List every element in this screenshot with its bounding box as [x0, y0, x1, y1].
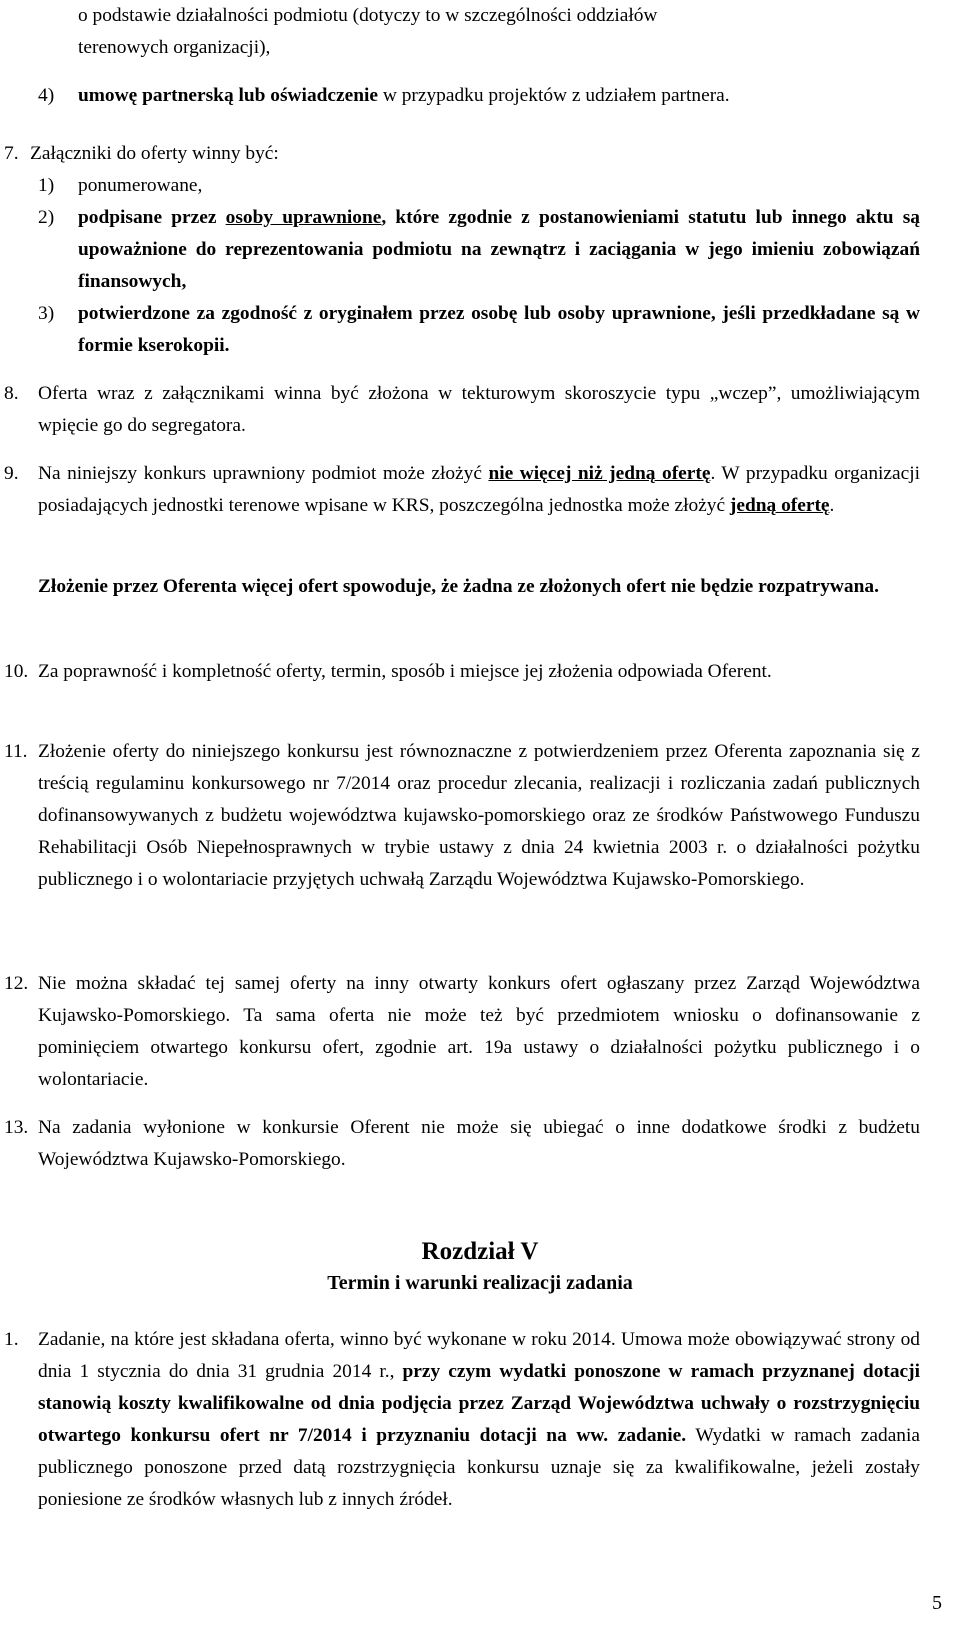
page-number: 5 — [932, 1592, 942, 1614]
item-11-number: 11. — [4, 741, 28, 762]
item-7-sub-3-number: 3) — [38, 303, 55, 324]
item-7-sub-3-text: potwierdzone za zgodność z oryginałem przez osobę lub osoby uprawnione, jeśli przedkładane są w formie kserokopii. — [78, 303, 920, 356]
osoby-uprawnione-link: osoby uprawnione — [225, 207, 382, 228]
item-7-sub-2-number: 2) — [38, 207, 55, 228]
item-7-sub-1-number: 1) — [38, 175, 55, 196]
item-8-number: 8. — [4, 383, 19, 404]
item-10-text: Za poprawność i kompletność oferty, termin, sposób i miejsce jej złożenia odpowiada Oferent. — [38, 661, 772, 682]
item-4-text: umowę partnerską lub oświadczenie w przypadku projektów z udziałem partnera. — [78, 85, 730, 106]
item-13-text: Na zadania wyłonione w konkursie Oferent nie może się ubiegać o inne dodatkowe środki z budżetu Województwa Kujawsko-Pomorskiego. — [38, 1117, 920, 1170]
item-10-number: 10. — [4, 661, 29, 682]
item-12-number: 12. — [4, 973, 29, 994]
item-12-text: Nie można składać tej samej oferty na inny otwarty konkurs ofert ogłaszany przez Zarząd Województwa Kujawsko-Pomorskiego. Ta sama oferta nie może też być przedmiotem wniosku o dofinansowanie z pominięciem otwartego konkursu ofert, zgodnie art. 19a ustawy o działalności pożytku publicznego i o wolontariacie. — [38, 973, 920, 1090]
item-9-warning: Złożenie przez Oferenta więcej ofert spowoduje, że żadna ze złożonych ofert nie będzie rozpatrywana. — [38, 576, 879, 597]
continuation-paragraph: o podstawie działalności podmiotu (dotyczy to w szczególności oddziałów terenowych organizacji), — [78, 5, 658, 58]
chapter-item-1-number: 1. — [4, 1329, 19, 1350]
item-9-text: Na niniejszy konkurs uprawniony podmiot może złożyć nie więcej niż jedną ofertę. W przypadku organizacji posiadających jednostki terenowe wpisane w KRS, poszczególna jednostka może złożyć jedną ofertę. — [38, 463, 921, 516]
chapter-item-1-text: Zadanie, na które jest składana oferta, winno być wykonane w roku 2014. Umowa może obowiązywać strony od dnia 1 stycznia do dnia 31 grudnia 2014 r., przy czym wydatki ponoszone w ramach przyznanej dotacji stanowią koszty kwalifikowalne od dnia podjęcia przez Zarząd Województwa uchwały o rozstrzygnięciu otwartego konkursu ofert nr 7/2014 i przyznaniu dotacji na ww. zadanie. Wydatki w ramach zadania publicznego ponoszone przed datą rozstrzygnięcia konkursu uznaje się za kwalifikowalne, jeżeli zostały poniesione ze środków własnych lub z innych źródeł. — [38, 1329, 920, 1510]
chapter-title: Rozdział V — [421, 1238, 539, 1265]
item-7-sub-1-text: ponumerowane, — [78, 175, 203, 196]
item-11-text: Złożenie oferty do niniejszego konkursu jest równoznaczne z potwierdzeniem przez Oferenta zapoznania się z treścią regulaminu konkursowego nr 7/2014 oraz procedur zlecania, realizacji i rozliczania zadań publicznych dofinansowywanych z budżetu województwa kujawsko-pomorskiego oraz ze środków Państwowego Funduszu Rehabilitacji Osób Niepełnosprawnych w trybie ustawy z dnia 24 kwietnia 2003 r. o działalności pożytku publicznego i o wolontariacie przyjętych uchwałą Zarządu Województwa Kujawsko-Pomorskiego. — [38, 741, 920, 890]
item-8-text: Oferta wraz z załącznikami winna być złożona w tekturowym skoroszycie typu „wczep”, umożliwiającym wpięcie go do segregatora. — [38, 383, 920, 436]
item-13-number: 13. — [4, 1117, 29, 1138]
item-7-text: Załączniki do oferty winny być: — [30, 143, 279, 164]
item-9-number: 9. — [4, 463, 19, 484]
item-7-sub-2-text: podpisane przez osoby uprawnione, które zgodnie z postanowieniami statutu lub innego aktu są upoważnione do reprezentowania podmiotu na zewnątrz i zaciągania w jego imieniu zobowiązań finansowych, — [78, 207, 920, 292]
item-4-number: 4) — [38, 85, 55, 106]
item-7-number: 7. — [4, 143, 19, 164]
chapter-subtitle: Termin i warunki realizacji zadania — [327, 1272, 633, 1294]
